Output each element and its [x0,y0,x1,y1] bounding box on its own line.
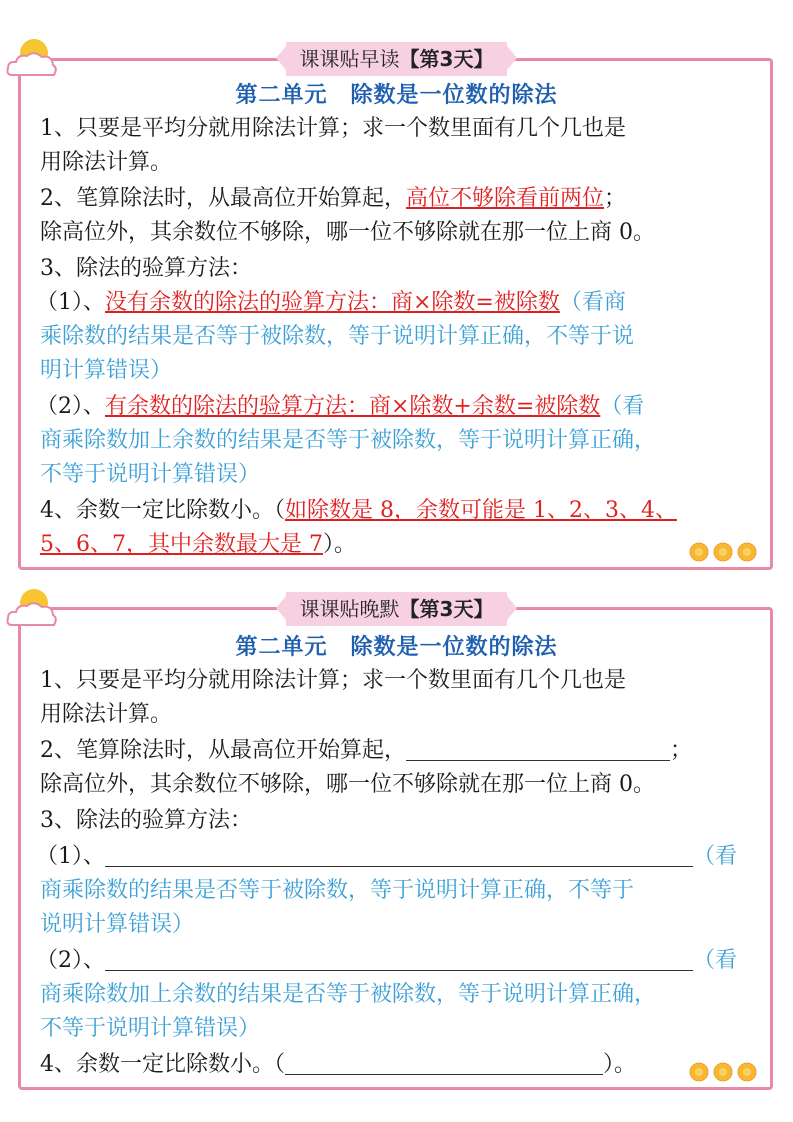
rule-4-end: ）。 [603,1052,637,1077]
rule-4-text: 4、余数一定比除数小。（ [40,498,285,523]
rule-2-text: 2、笔算除法时，从最高位开始算起， [40,738,406,763]
rule-1-line-a: 1、只要是平均分就用除法计算；求一个数里面有几个几也是 [40,668,626,693]
rule-3-1-label: （1）、 [36,290,105,315]
banner-title: 课课贴早读 [299,47,400,71]
rule-3-1-blank[interactable] [105,842,693,867]
rule-3-2-note: （看 [600,394,645,419]
rule-3-1-note: （看 [693,844,738,869]
flowers-icon [688,540,758,564]
rule-2-line-a [40,734,692,768]
banner-day: 【第3天】 [399,47,494,71]
rule-2-highlight: 高位不够除看前两位 [406,186,605,211]
rule-3-2-note-b: 商乘除数加上余数的结果是否等于被除数，等于说明计算正确， [40,428,657,453]
rule-4-line-b [40,528,356,562]
rule-4-blank[interactable] [285,1050,603,1075]
unit-title: 第二单元 除数是一位数的除法 [235,82,558,108]
rule-3-2-line [36,390,644,424]
rule-4-line-a [40,494,677,528]
unit-title: 第二单元 除数是一位数的除法 [235,634,558,660]
banner-day: 【第3天】 [399,597,494,621]
rule-1-line-b: 用除法计算。 [40,150,173,175]
rule-3-1-label: （1）、 [36,844,105,869]
rule-3-1-note: （看商 [559,290,626,315]
rule-4-text: 4、余数一定比除数小。（ [40,1052,285,1077]
rule-3-2-line [36,944,737,978]
rule-1-line-b: 用除法计算。 [40,702,173,727]
rule-2-punct: ； [604,186,627,211]
rule-2-text: 2、笔算除法时，从最高位开始算起， [40,186,406,211]
rule-3-2-label: （2）、 [36,394,105,419]
rule-4-example-b: 5、6、7，其中余数最大是 7 [40,532,323,557]
banner-title: 课课贴晚默 [299,597,400,621]
sun-cloud-icon [4,585,58,631]
rule-4-end: ）。 [322,532,356,557]
rule-2-punct: ； [670,738,693,763]
rule-4-line-a [40,1048,636,1082]
rule-3-1-line [36,840,737,874]
rule-2-line-b: 除高位外，其余数位不够除，哪一位不够除就在那一位上商 0。 [40,220,655,245]
rule-3-1-note-b: 商乘除数的结果是否等于被除数，等于说明计算正确，不等于 [40,878,635,903]
rule-3-1-note-b: 乘除数的结果是否等于被除数，等于说明计算正确，不等于说 [40,324,635,349]
rule-2-line-b: 除高位外，其余数位不够除，哪一位不够除就在那一位上商 0。 [40,772,655,797]
rule-3-heading: 3、除法的验算方法： [40,808,252,833]
rule-1-line-a: 1、只要是平均分就用除法计算；求一个数里面有几个几也是 [40,116,626,141]
rule-3-2-label: （2）、 [36,948,105,973]
sun-cloud-icon [4,35,58,81]
rule-3-1-highlight: 没有余数的除法的验算方法：商×除数=被除数 [105,290,560,315]
rule-3-1-line [36,286,626,320]
rule-3-2-note-b: 商乘除数加上余数的结果是否等于被除数，等于说明计算正确， [40,982,657,1007]
rule-4-example: 如除数是 8，余数可能是 1、2、3、4、 [285,498,677,523]
rule-2-blank[interactable] [406,736,670,761]
rule-3-2-note-c: 不等于说明计算错误） [40,1016,261,1041]
evening-banner [286,592,508,626]
rule-3-2-note-c: 不等于说明计算错误） [40,462,261,487]
rule-3-1-note-c: 说明计算错误） [40,912,195,937]
rule-3-heading: 3、除法的验算方法： [40,256,252,281]
rule-2-line-a [40,182,626,216]
morning-banner [286,42,508,76]
rule-3-2-blank[interactable] [105,946,693,971]
rule-3-2-highlight: 有余数的除法的验算方法：商×除数+余数=被除数 [105,394,601,419]
rule-3-2-note: （看 [693,948,738,973]
flowers-icon [688,1060,758,1084]
rule-3-1-note-c: 明计算错误） [40,358,173,383]
